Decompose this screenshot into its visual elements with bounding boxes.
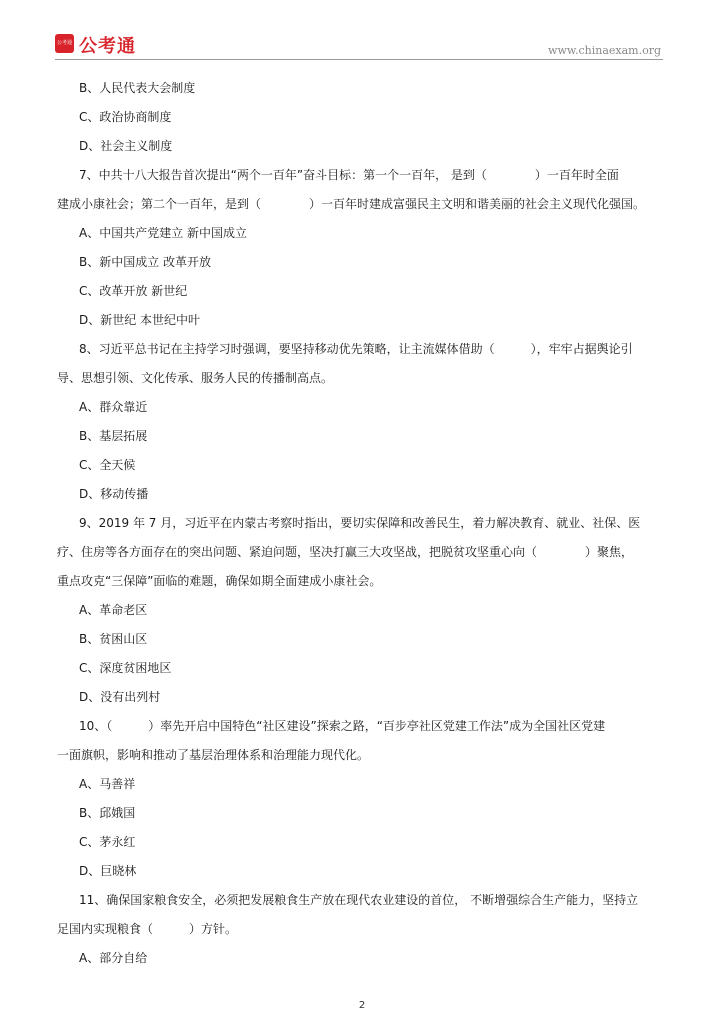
question-line: 8、习近平总书记在主持学习时强调，要坚持移动优先策略，让主流媒体借助（ ），牢牢占据舆论引 [79,342,633,356]
question-line: 建成小康社会；第二个一百年，是到（ ）一百年时建成富强民主文明和谐美丽的社会主义现代化强国。 [57,197,646,211]
option-line: D、移动传播 [79,487,149,501]
option-line: B、贫困山区 [79,632,148,646]
page-number: 2 [358,1000,366,1011]
option-line: C、深度贫困地区 [79,661,172,675]
question-line: 7、中共十八大报告首次提出“两个一百年”奋斗目标：第一个一百年， 是到（ ）一百年时全面 [79,168,619,182]
question-line: 导、思想引领、文化传承、服务人民的传播制高点。 [57,371,334,385]
option-line: C、茅永红 [79,835,136,849]
option-line: C、全天候 [79,458,136,472]
logo-text: 公考通 [79,36,136,57]
logo-icon: 公考通 [55,34,74,53]
header-divider [55,59,663,60]
question-line: 足国内实现粮食（ ）方针。 [57,922,238,936]
question-line: 疗、住房等各方面存在的突出问题、紧迫问题，坚决打赢三大攻坚战，把脱贫攻坚重心向（ ）聚焦， [57,545,634,559]
option-line: B、基层拓展 [79,429,148,443]
option-line: C、改革开放 新世纪 [79,284,188,298]
option-line: C、政治协商制度 [79,110,172,124]
option-line: B、人民代表大会制度 [79,81,196,95]
option-line: A、部分自给 [79,951,148,965]
option-line: D、新世纪 本世纪中叶 [79,313,201,327]
question-line: 一面旗帜，影响和推动了基层治理体系和治理能力现代化。 [57,748,370,762]
option-line: B、邱娥国 [79,806,136,820]
question-line: 重点攻克“三保障”面临的难题，确保如期全面建成小康社会。 [57,574,382,588]
option-line: A、中国共产党建立 新中国成立 [79,226,248,240]
option-line: D、没有出列村 [79,690,161,704]
option-line: D、巨晓林 [79,864,137,878]
option-line: B、新中国成立 改革开放 [79,255,212,269]
question-line: 10、（ ）率先开启中国特色“社区建设”探索之路，“百步亭社区党建工作法”成为全国社区党建 [79,719,606,733]
option-line: A、革命老区 [79,603,148,617]
page-header [0,0,724,62]
site-url[interactable]: www.chinaexam.org [548,44,661,57]
question-line: 9、2019 年 7 月，习近平在内蒙古考察时指出，要切实保障和改善民生，着力解决教育、就业、社保、医 [79,516,641,530]
option-line: A、马善祥 [79,777,136,791]
question-line: 11、确保国家粮食安全，必须把发展粮食生产放在现代农业建设的首位， 不断增强综合生产能力，坚持立 [79,893,639,907]
document-body [57,74,669,973]
option-line: A、群众靠近 [79,400,148,414]
option-line: D、社会主义制度 [79,139,173,153]
